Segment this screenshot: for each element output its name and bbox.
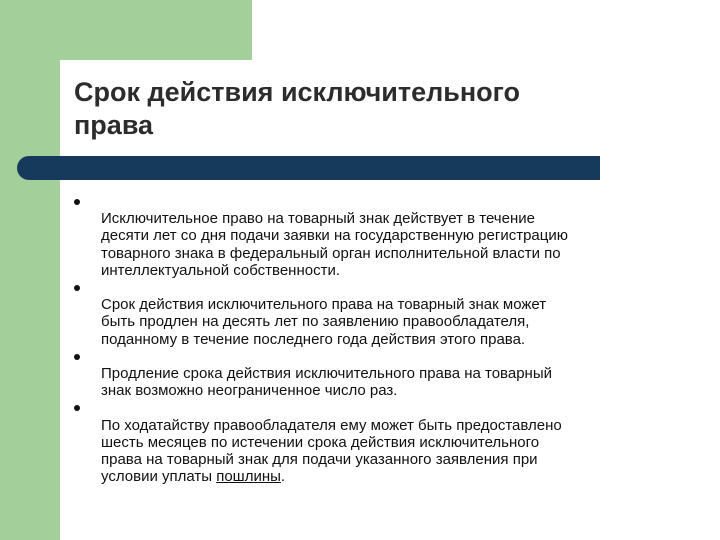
bullet-end-punctuation: . [280, 468, 286, 486]
bullet-text: По ходатайству правообладателя ему может быть предоставлено шесть месяцев по истечении срока действия исключительного права на товарный знак для подачи указанного заявления при условии уплаты [101, 416, 562, 486]
bullet-text: Исключительное право на товарный знак действует в течение десяти лет со дня подачи заявки на государственную регистрацию товарного знака в федеральный орган исполнительной власти по интеллектуальной собственности. [101, 210, 568, 279]
green-side-panel [0, 0, 60, 540]
fee-link[interactable]: пошлины [216, 468, 281, 486]
bullet-text: Продление срока действия исключительного права на товарный знак возможно неограниченное число раз. [101, 365, 552, 400]
bullet-list [70, 193, 670, 485]
title-divider-bar [17, 156, 600, 180]
list-item [70, 279, 670, 348]
list-item [70, 399, 670, 485]
bullet-dot-icon [74, 354, 80, 360]
list-item [70, 348, 670, 400]
bullet-dot-icon [74, 199, 80, 205]
green-top-block [60, 0, 252, 60]
slide-title: Срок действия исключительного права [74, 77, 521, 140]
bullet-text: Срок действия исключительного права на товарный знак может быть продлен на десять лет по заявлению правообладателя, поданному в течение последнего года действия этого права. [101, 296, 547, 348]
list-item [70, 193, 670, 279]
bullet-dot-icon [74, 285, 80, 291]
bullet-dot-icon [74, 405, 80, 411]
